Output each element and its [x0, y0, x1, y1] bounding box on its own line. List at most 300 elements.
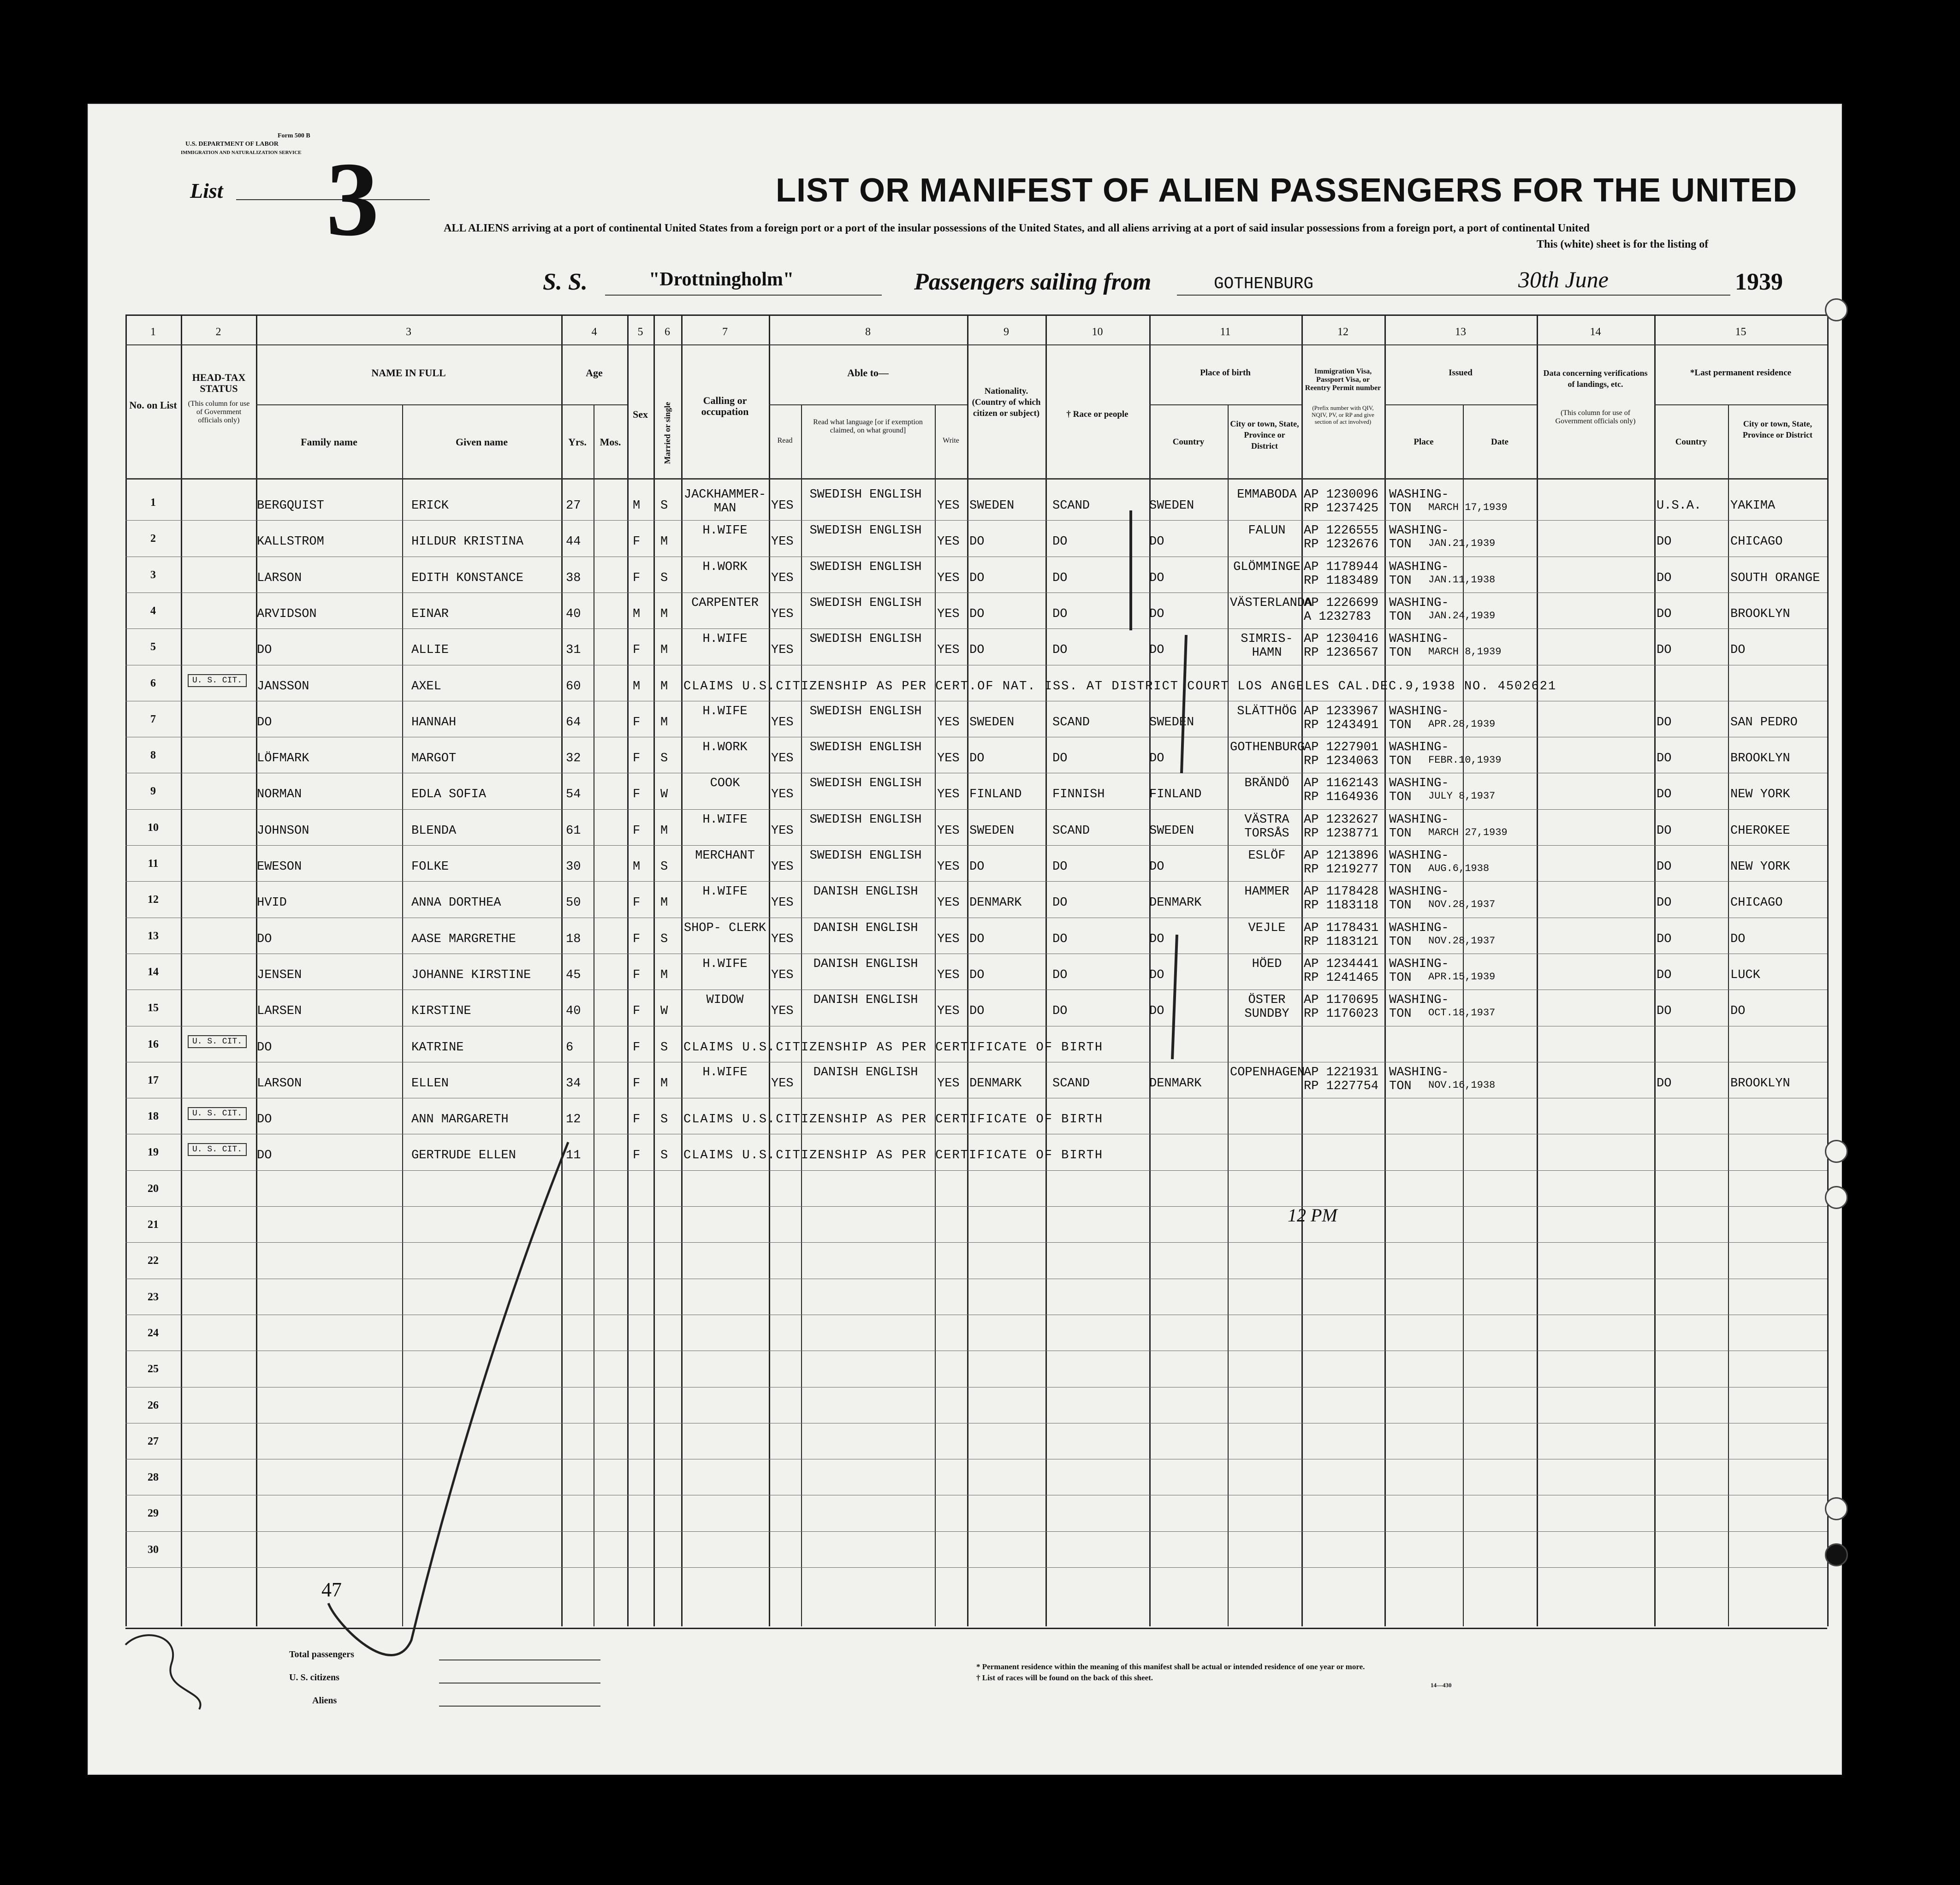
row-family: DO: [257, 932, 272, 946]
row-visa: AP 1213896 RP 1219277: [1304, 849, 1379, 877]
list-number: 3: [326, 140, 379, 258]
punch-hole: [1825, 1140, 1848, 1163]
row-sex: F: [633, 1149, 641, 1163]
row-res-country: DO: [1657, 860, 1672, 874]
row-age: 6: [566, 1040, 574, 1055]
row-age: 40: [566, 607, 581, 621]
row-read: YES: [771, 607, 794, 621]
row-read: YES: [771, 788, 794, 802]
row-visa: AP 1221931 RP 1227754: [1304, 1065, 1379, 1093]
row-no: 16: [148, 1038, 159, 1050]
row-no: 3: [150, 569, 156, 581]
row-visa: AP 1232627 RP 1238771: [1304, 812, 1379, 841]
header-no-on-list: No. on List: [129, 399, 177, 411]
row-res-city: DO: [1730, 1004, 1746, 1019]
row-lang: SWEDISH ENGLISH: [809, 741, 922, 755]
row-given: JOHANNE KIRSTINE: [411, 968, 531, 982]
list-label: List: [190, 179, 223, 202]
header-head-tax-sub: (This column for use of Government officials only): [188, 400, 250, 424]
col-num-8: 8: [865, 326, 871, 338]
form-number: Form 500 B: [278, 132, 310, 139]
handwritten-marks: [89, 105, 1841, 1774]
row-family: DO: [257, 643, 272, 658]
row-calling: H.WIFE: [702, 885, 748, 899]
aliens-label: Aliens: [312, 1695, 337, 1706]
row-pob-city: GLÖMMINGE: [1233, 560, 1301, 574]
row-issued-date: NOV.28,1937: [1428, 899, 1496, 911]
row-issued-date: JAN.21,1939: [1428, 538, 1496, 550]
row-no: 13: [148, 930, 159, 942]
row-pob-city: VÄSTERLANDA: [1230, 596, 1313, 610]
row-pob-city: HÖED: [1252, 957, 1282, 971]
row-issued-place: WASHING- TON: [1389, 560, 1449, 588]
row-issued-place: WASHING- TON: [1389, 921, 1449, 949]
row-write: YES: [937, 715, 960, 729]
row-visa: AP 1234441 RP 1241465: [1304, 957, 1379, 985]
port-name: GOTHENBURG: [1214, 274, 1314, 293]
row-calling: H.WORK: [702, 741, 748, 755]
row-race: DO: [1052, 896, 1068, 910]
punch-hole: [1825, 1186, 1848, 1209]
row-issued-place: WASHING- TON: [1389, 632, 1449, 660]
row-sex: F: [633, 824, 641, 838]
row-ms: S: [660, 860, 668, 874]
row-age: 60: [566, 679, 581, 694]
row-race: SCAND: [1052, 715, 1090, 729]
row-calling: MERCHANT: [695, 849, 755, 863]
row-ms: S: [660, 1113, 668, 1127]
row-family: LARSON: [257, 1076, 302, 1091]
row-sex: F: [633, 715, 641, 729]
row-race: SCAND: [1052, 499, 1090, 513]
row-res-country: DO: [1657, 643, 1672, 658]
header-write: Write: [943, 437, 959, 445]
checkmark-line-3: [1172, 935, 1177, 1059]
row-pob-city: SIMRIS- HAMN: [1241, 632, 1293, 660]
row-issued-place: WASHING- TON: [1389, 777, 1449, 805]
row-read: YES: [771, 535, 794, 549]
row-pob-country: DO: [1149, 1004, 1164, 1019]
row-given: ANNA DORTHEA: [411, 896, 501, 910]
row-issued-date: NOV.28,1937: [1428, 935, 1496, 947]
row-nationality: DO: [969, 932, 985, 946]
notice-line-1: ALL ALIENS arriving at a port of continental United States from a foreign port or a port of the insular possessions of the United States, and all aliens arriving at a port of said insular possessions from a foreign port, a port of continental United: [444, 222, 1590, 234]
row-issued-date: JAN.24,1939: [1428, 610, 1496, 622]
row-lang: DANISH ENGLISH: [813, 993, 918, 1008]
row-lang: SWEDISH ENGLISH: [809, 632, 922, 646]
row-race: DO: [1052, 752, 1068, 766]
row-ms: S: [660, 571, 668, 585]
row-nationality: DO: [969, 860, 985, 874]
header-issued-date: Date: [1491, 437, 1509, 447]
row-read: YES: [771, 715, 794, 729]
row-visa: AP 1178428 RP 1183118: [1304, 885, 1379, 913]
row-ms: M: [660, 535, 668, 549]
row-age: 50: [566, 896, 581, 910]
row-no: 30: [148, 1543, 159, 1556]
row-no: 6: [150, 677, 156, 689]
row-visa: AP 1230416 RP 1236567: [1304, 632, 1379, 660]
row-pob-country: DO: [1149, 968, 1164, 982]
sailing-year: 1939: [1735, 269, 1783, 295]
col-num-12: 12: [1337, 326, 1348, 338]
form-code: 14—430: [1431, 1682, 1452, 1689]
header-mos: Mos.: [600, 436, 621, 448]
row-res-city: YAKIMA: [1730, 499, 1776, 513]
row-family: LARSON: [257, 571, 302, 585]
row-res-city: NEW YORK: [1730, 788, 1790, 802]
row-res-city: BROOKLYN: [1730, 752, 1790, 766]
header-read: Read: [777, 437, 793, 445]
row-write: YES: [937, 499, 960, 513]
row-calling: COOK: [710, 777, 740, 791]
row-family: DO: [257, 1113, 272, 1127]
row-nationality: DO: [969, 535, 985, 549]
col-num-2: 2: [215, 326, 221, 338]
sailing-date: 30th June: [1518, 267, 1609, 292]
row-sex: M: [633, 679, 641, 694]
row-age: 64: [566, 715, 581, 729]
row-write: YES: [937, 607, 960, 621]
row-res-country: DO: [1657, 968, 1672, 982]
row-ms: W: [660, 788, 668, 802]
col-num-10: 10: [1092, 326, 1103, 338]
ss-label: S. S.: [543, 269, 588, 295]
row-no: 21: [148, 1219, 159, 1231]
row-sex: F: [633, 1004, 641, 1019]
row-sex: F: [633, 752, 641, 766]
row-no: 9: [150, 785, 156, 798]
header-married: Married or single: [663, 402, 672, 464]
row-lang: SWEDISH ENGLISH: [809, 849, 922, 863]
row-issued-place: WASHING- TON: [1389, 885, 1449, 913]
checkmark-line-2: [1182, 635, 1186, 773]
row-given: ANN MARGARETH: [411, 1113, 509, 1127]
row-no: 5: [150, 641, 156, 653]
row-no: 12: [148, 894, 159, 906]
row-lang: DANISH ENGLISH: [813, 885, 918, 899]
signature-time-note: 12 PM: [1288, 1205, 1337, 1226]
service: IMMIGRATION AND NATURALIZATION SERVICE: [181, 150, 302, 155]
row-issued-date: NOV.16,1938: [1428, 1079, 1496, 1091]
row-res-city: DO: [1730, 932, 1746, 946]
header-age: Age: [586, 367, 603, 379]
row-claim: CLAIMS U.S.CITIZENSHIP AS PER CERTIFICATE OF BIRTH: [683, 1113, 1104, 1127]
row-sex: F: [633, 932, 641, 946]
row-race: DO: [1052, 860, 1068, 874]
row-issued-place: WASHING- TON: [1389, 849, 1449, 877]
row-calling: H.WIFE: [702, 1065, 748, 1079]
row-nationality: DO: [969, 968, 985, 982]
row-sex: M: [633, 607, 641, 621]
row-ms: M: [660, 643, 668, 658]
row-race: DO: [1052, 643, 1068, 658]
row-pob-country: FINLAND: [1149, 788, 1202, 802]
row-race: DO: [1052, 607, 1068, 621]
row-sex: F: [633, 896, 641, 910]
row-race: DO: [1052, 571, 1068, 585]
row-res-country: DO: [1657, 824, 1672, 838]
row-no: 17: [148, 1074, 159, 1086]
row-given: AASE MARGRETHE: [411, 932, 516, 946]
row-sex: F: [633, 1113, 641, 1127]
row-res-country: DO: [1657, 571, 1672, 585]
row-ms: S: [660, 1040, 668, 1055]
row-age: 12: [566, 1113, 581, 1127]
us-citizens-label: U. S. citizens: [289, 1672, 339, 1683]
row-family: EWESON: [257, 860, 302, 874]
row-issued-date: APR.15,1939: [1428, 971, 1496, 983]
row-visa: AP 1178431 RP 1183121: [1304, 921, 1379, 949]
row-visa: AP 1162143 RP 1164936: [1304, 777, 1379, 805]
row-issued-place: WASHING- TON: [1389, 957, 1449, 985]
row-pob-city: SLÄTTHÖG: [1237, 704, 1297, 718]
row-res-city: DO: [1730, 643, 1746, 658]
row-read: YES: [771, 824, 794, 838]
row-no: 11: [148, 858, 159, 870]
header-verif-sub: (This column for use of Government officials only): [1555, 409, 1636, 425]
tally-curve: [328, 1142, 568, 1655]
header-family-name: Family name: [301, 436, 357, 448]
row-read: YES: [771, 499, 794, 513]
row-res-country: DO: [1657, 607, 1672, 621]
row-nationality: DO: [969, 607, 985, 621]
col-num-15: 15: [1735, 326, 1746, 338]
row-nationality: SWEDEN: [969, 715, 1015, 729]
row-age: 30: [566, 860, 581, 874]
row-issued-place: WASHING- TON: [1389, 812, 1449, 841]
row-lang: SWEDISH ENGLISH: [809, 704, 922, 718]
row-badge: U. S. CIT.: [188, 1035, 247, 1048]
row-visa: AP 1233967 RP 1243491: [1304, 704, 1379, 732]
row-badge: U. S. CIT.: [188, 1143, 247, 1156]
row-pob-country: SWEDEN: [1149, 824, 1194, 838]
row-age: 27: [566, 499, 581, 513]
row-issued-place: WASHING- TON: [1389, 993, 1449, 1021]
row-no: 10: [148, 821, 159, 834]
row-age: 54: [566, 788, 581, 802]
col-num-5: 5: [637, 326, 643, 338]
row-issued-date: MARCH 17,1939: [1428, 502, 1508, 513]
row-age: 61: [566, 824, 581, 838]
row-issued-place: WASHING- TON: [1389, 1065, 1449, 1093]
row-calling: CARPENTER: [691, 596, 759, 610]
row-race: DO: [1052, 968, 1068, 982]
header-issued-place: Place: [1414, 437, 1434, 447]
row-ms: S: [660, 752, 668, 766]
row-write: YES: [937, 1076, 960, 1091]
row-nationality: DENMARK: [969, 896, 1022, 910]
row-race: SCAND: [1052, 1076, 1090, 1091]
row-nationality: DO: [969, 752, 985, 766]
row-nationality: DENMARK: [969, 1076, 1022, 1091]
row-issued-date: MARCH 8,1939: [1428, 646, 1502, 658]
row-write: YES: [937, 968, 960, 982]
row-no: 26: [148, 1399, 159, 1411]
row-pob-country: DENMARK: [1149, 896, 1202, 910]
row-age: 32: [566, 752, 581, 766]
row-pob-country: DO: [1149, 571, 1164, 585]
row-res-city: NEW YORK: [1730, 860, 1790, 874]
col-num-7: 7: [722, 326, 728, 338]
row-calling: WIDOW: [706, 993, 744, 1008]
punch-hole: [1825, 298, 1848, 321]
row-lang: SWEDISH ENGLISH: [809, 777, 922, 791]
row-no: 15: [148, 1002, 159, 1014]
row-pob-city: ÖSTER SUNDBY: [1244, 993, 1289, 1021]
row-sex: M: [633, 499, 641, 513]
punch-hole: [1825, 1497, 1848, 1520]
row-lang: SWEDISH ENGLISH: [809, 812, 922, 827]
row-family: HVID: [257, 896, 287, 910]
row-lang: SWEDISH ENGLISH: [809, 560, 922, 574]
row-ms: M: [660, 607, 668, 621]
row-read: YES: [771, 968, 794, 982]
row-nationality: DO: [969, 571, 985, 585]
row-sex: F: [633, 968, 641, 982]
row-read: YES: [771, 860, 794, 874]
header-pob-city: City or town, State, Province or District: [1230, 419, 1299, 451]
row-issued-place: WASHING- TON: [1389, 704, 1449, 732]
row-no: 24: [148, 1327, 159, 1339]
row-pob-city: ESLÖF: [1248, 849, 1286, 863]
row-nationality: DO: [969, 1004, 985, 1019]
row-family: JANSSON: [257, 679, 309, 694]
row-issued-date: JULY 8,1937: [1428, 790, 1496, 802]
row-issued-date: FEBR.10,1939: [1428, 754, 1502, 766]
row-pob-country: SWEDEN: [1149, 499, 1194, 513]
col-num-4: 4: [591, 326, 597, 338]
handwritten-total: 47: [321, 1578, 342, 1601]
row-race: FINNISH: [1052, 788, 1105, 802]
header-read-what: Read what language [or if exemption claimed, on what ground]: [813, 418, 923, 434]
header-race: † Race or people: [1066, 409, 1128, 419]
row-age: 38: [566, 571, 581, 585]
row-age: 11: [566, 1149, 581, 1163]
row-pob-city: EMMABODA: [1237, 488, 1297, 502]
row-write: YES: [937, 1004, 960, 1019]
row-visa: AP 1230096 RP 1237425: [1304, 488, 1379, 516]
row-given: FOLKE: [411, 860, 449, 874]
row-res-city: SOUTH ORANGE: [1730, 571, 1820, 585]
row-ms: M: [660, 679, 668, 694]
row-ms: S: [660, 1149, 668, 1163]
row-calling: H.WIFE: [702, 957, 748, 971]
footnote-races: † List of races will be found on the back of this sheet.: [976, 1673, 1153, 1682]
row-write: YES: [937, 824, 960, 838]
row-given: GERTRUDE ELLEN: [411, 1149, 516, 1163]
total-passengers-label: Total passengers: [289, 1649, 354, 1660]
row-family: DO: [257, 1040, 272, 1055]
row-pob-city: VEJLE: [1248, 921, 1286, 935]
header-res-city: City or town, State, Province or District: [1742, 419, 1813, 439]
row-race: DO: [1052, 535, 1068, 549]
row-lang: SWEDISH ENGLISH: [809, 524, 922, 538]
row-read: YES: [771, 896, 794, 910]
row-claim: CLAIMS U.S.CITIZENSHIP AS PER CERTIFICATE OF BIRTH: [683, 1040, 1104, 1055]
row-no: 14: [148, 966, 159, 978]
row-claim: CLAIMS U.S.CITIZENSHIP AS PER CERTIFICATE OF BIRTH: [683, 1149, 1104, 1163]
row-given: ELLEN: [411, 1076, 449, 1091]
row-ms: M: [660, 715, 668, 729]
row-res-city: CHICAGO: [1730, 535, 1783, 549]
row-pob-country: SWEDEN: [1149, 715, 1194, 729]
row-no: 23: [148, 1291, 159, 1303]
row-write: YES: [937, 932, 960, 946]
row-pob-country: DO: [1149, 535, 1164, 549]
row-sex: F: [633, 1040, 641, 1055]
header-name-in-full: NAME IN FULL: [371, 367, 446, 379]
header-place-of-birth: Place of birth: [1200, 368, 1251, 378]
row-issued-place: WASHING- TON: [1389, 741, 1449, 769]
row-write: YES: [937, 571, 960, 585]
row-sex: M: [633, 860, 641, 874]
row-sex: F: [633, 643, 641, 658]
row-no: 1: [150, 497, 156, 509]
row-issued-place: WASHING- TON: [1389, 488, 1449, 516]
row-res-country: DO: [1657, 1004, 1672, 1019]
row-res-country: DO: [1657, 715, 1672, 729]
row-nationality: FINLAND: [969, 788, 1022, 802]
row-no: 22: [148, 1255, 159, 1267]
header-head-tax: HEAD-TAX STATUS: [192, 372, 246, 394]
row-visa: AP 1227901 RP 1234063: [1304, 741, 1379, 769]
row-ms: S: [660, 499, 668, 513]
row-given: HILDUR KRISTINA: [411, 535, 524, 549]
row-issued-place: WASHING- TON: [1389, 524, 1449, 552]
header-issued: Issued: [1449, 368, 1473, 378]
row-no: 28: [148, 1471, 159, 1484]
row-nationality: SWEDEN: [969, 824, 1015, 838]
header-given-name: Given name: [455, 436, 508, 448]
row-nationality: DO: [969, 643, 985, 658]
row-res-city: BROOKLYN: [1730, 607, 1790, 621]
row-read: YES: [771, 932, 794, 946]
row-given: MARGOT: [411, 752, 457, 766]
row-family: JOHNSON: [257, 824, 309, 838]
row-given: BLENDA: [411, 824, 457, 838]
row-no: 2: [150, 533, 156, 545]
row-calling: H.WORK: [702, 560, 748, 574]
row-race: DO: [1052, 1004, 1068, 1019]
col-num-6: 6: [665, 326, 670, 338]
row-ms: M: [660, 824, 668, 838]
header-last-res: *Last permanent residence: [1690, 368, 1792, 378]
row-visa: AP 1170695 RP 1176023: [1304, 993, 1379, 1021]
row-family: LARSEN: [257, 1004, 302, 1019]
row-given: HANNAH: [411, 715, 457, 729]
row-given: KIRSTINE: [411, 1004, 471, 1019]
row-write: YES: [937, 896, 960, 910]
row-family: JENSEN: [257, 968, 302, 982]
row-age: 34: [566, 1076, 581, 1091]
row-sex: F: [633, 571, 641, 585]
row-pob-country: DO: [1149, 860, 1164, 874]
row-res-city: SAN PEDRO: [1730, 715, 1798, 729]
row-no: 20: [148, 1182, 159, 1195]
row-family: LÖFMARK: [257, 752, 309, 766]
row-res-country: U.S.A.: [1657, 499, 1702, 513]
row-issued-place: WASHING- TON: [1389, 596, 1449, 624]
row-pob-country: DO: [1149, 752, 1164, 766]
row-pob-city: GOTHENBURG: [1230, 741, 1305, 755]
row-ms: M: [660, 1076, 668, 1091]
row-lang: DANISH ENGLISH: [813, 1065, 918, 1079]
row-res-country: DO: [1657, 1076, 1672, 1091]
row-age: 31: [566, 643, 581, 658]
col-num-3: 3: [406, 326, 411, 338]
row-res-city: BROOKLYN: [1730, 1076, 1790, 1091]
